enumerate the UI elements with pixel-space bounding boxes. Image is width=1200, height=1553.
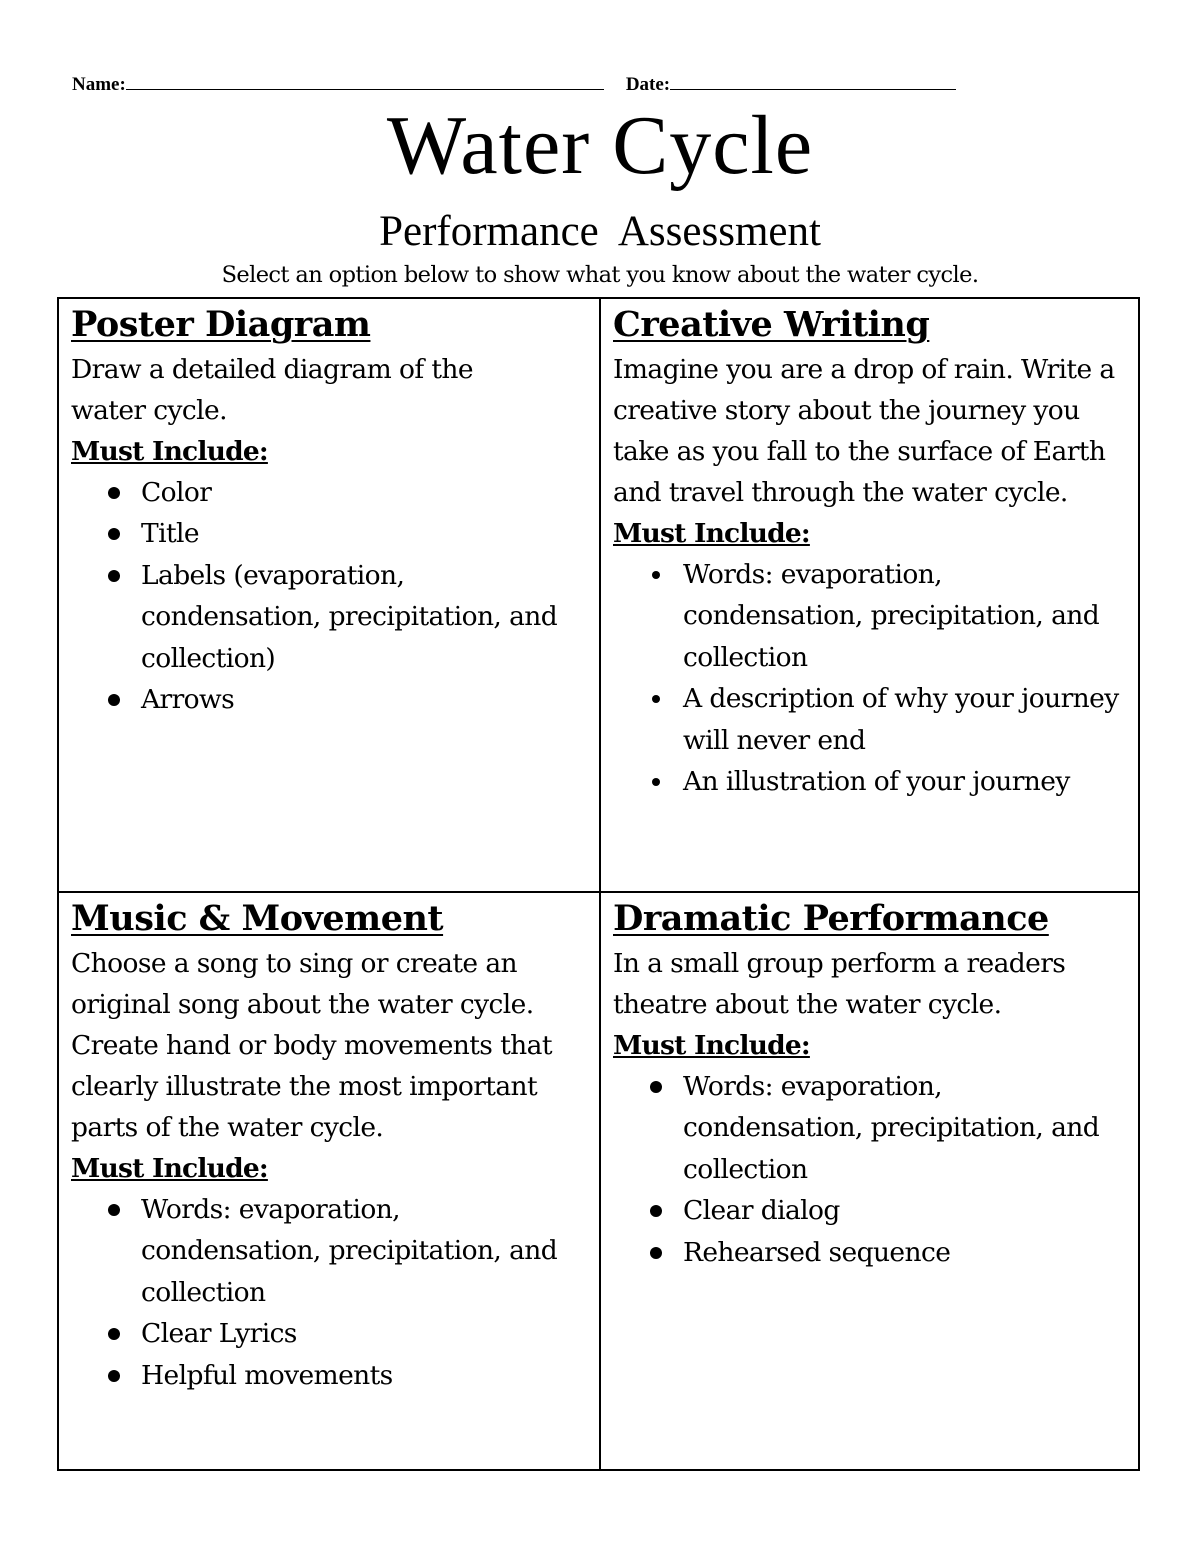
list-item-text: Words: evaporation, condensation, precipitation, and collection bbox=[683, 558, 1100, 673]
list-item-text: Rehearsed sequence bbox=[683, 1236, 951, 1268]
name-blank bbox=[126, 72, 604, 90]
page-subtitle: Performance Assessment bbox=[379, 208, 821, 255]
list-item bbox=[141, 679, 581, 721]
list-item-text: Words: evaporation, condensation, precipitation, and collection bbox=[141, 1193, 558, 1308]
date-blank bbox=[670, 72, 956, 90]
requirement-list bbox=[613, 554, 1123, 803]
list-item bbox=[683, 761, 1123, 803]
instructions: Select an option below to show what you know about the water cycle. bbox=[221, 262, 979, 288]
list-item bbox=[683, 678, 1123, 761]
must-include-label: Must Include: bbox=[613, 517, 810, 549]
bullet-icon bbox=[652, 695, 660, 703]
must-include-label: Must Include: bbox=[71, 1152, 268, 1184]
list-item bbox=[141, 472, 581, 514]
option-title: Poster Diagram bbox=[71, 304, 371, 345]
list-item bbox=[141, 513, 581, 555]
option-music-movement bbox=[59, 893, 601, 1469]
bullet-icon bbox=[108, 1328, 120, 1340]
requirement-list bbox=[71, 1189, 581, 1397]
name-label: Name: bbox=[72, 74, 126, 95]
bullet-icon bbox=[108, 528, 120, 540]
list-item-text: Color bbox=[141, 476, 212, 508]
list-item-text: Arrows bbox=[141, 684, 235, 716]
option-poster-diagram bbox=[59, 299, 601, 893]
bullet-icon bbox=[650, 1205, 662, 1217]
list-item bbox=[683, 1190, 1123, 1232]
option-creative-writing bbox=[601, 299, 1138, 893]
option-title: Dramatic Performance bbox=[613, 898, 1049, 939]
bullet-icon bbox=[108, 1370, 120, 1382]
option-description: Imagine you are a drop of rain. Write a creative story about the journey you take as you fall to the surface of Earth and travel through the water cycle. bbox=[613, 353, 1115, 508]
must-include-label: Must Include: bbox=[71, 435, 268, 467]
list-item-text: Words: evaporation, condensation, precipitation, and collection bbox=[683, 1070, 1100, 1185]
date-label: Date: bbox=[625, 74, 671, 95]
list-item-text: Labels (evaporation, condensation, precipitation, and collection) bbox=[141, 559, 558, 674]
must-include-label: Must Include: bbox=[613, 1029, 810, 1061]
option-description: Choose a song to sing or create an original song about the water cycle. Create hand or body movements that clearly illustrate the most important parts of the water cycle. bbox=[71, 947, 552, 1143]
list-item-text: An illustration of your journey bbox=[683, 766, 1070, 798]
list-item bbox=[683, 554, 1123, 679]
bullet-icon bbox=[652, 571, 660, 579]
list-item bbox=[141, 1189, 581, 1314]
bullet-icon bbox=[650, 1081, 662, 1093]
list-item-text: Helpful movements bbox=[141, 1359, 393, 1391]
bullet-icon bbox=[652, 778, 660, 786]
requirement-list bbox=[613, 1066, 1123, 1274]
list-item bbox=[683, 1232, 1123, 1274]
bullet-icon bbox=[108, 694, 120, 706]
list-item-text: Title bbox=[141, 518, 199, 550]
page-title: Water Cycle bbox=[386, 99, 814, 192]
list-item bbox=[683, 1066, 1123, 1191]
option-title: Creative Writing bbox=[613, 304, 930, 345]
option-dramatic-performance bbox=[601, 893, 1138, 1469]
list-item-text: Clear dialog bbox=[683, 1195, 840, 1227]
list-item bbox=[141, 1313, 581, 1355]
option-description: Draw a detailed diagram of the water cycle. bbox=[71, 353, 473, 426]
option-description: In a small group perform a readers theatre about the water cycle. bbox=[613, 947, 1066, 1020]
bullet-icon bbox=[108, 570, 120, 582]
list-item bbox=[141, 1355, 581, 1397]
list-item bbox=[141, 555, 581, 680]
bullet-icon bbox=[108, 487, 120, 499]
options-grid bbox=[57, 297, 1140, 1471]
requirement-list bbox=[71, 472, 581, 721]
list-item-text: A description of why your journey will never end bbox=[683, 683, 1119, 756]
bullet-icon bbox=[650, 1247, 662, 1259]
option-title: Music & Movement bbox=[71, 898, 444, 939]
list-item-text: Clear Lyrics bbox=[141, 1318, 297, 1350]
bullet-icon bbox=[108, 1204, 120, 1216]
student-info-line bbox=[72, 72, 956, 96]
